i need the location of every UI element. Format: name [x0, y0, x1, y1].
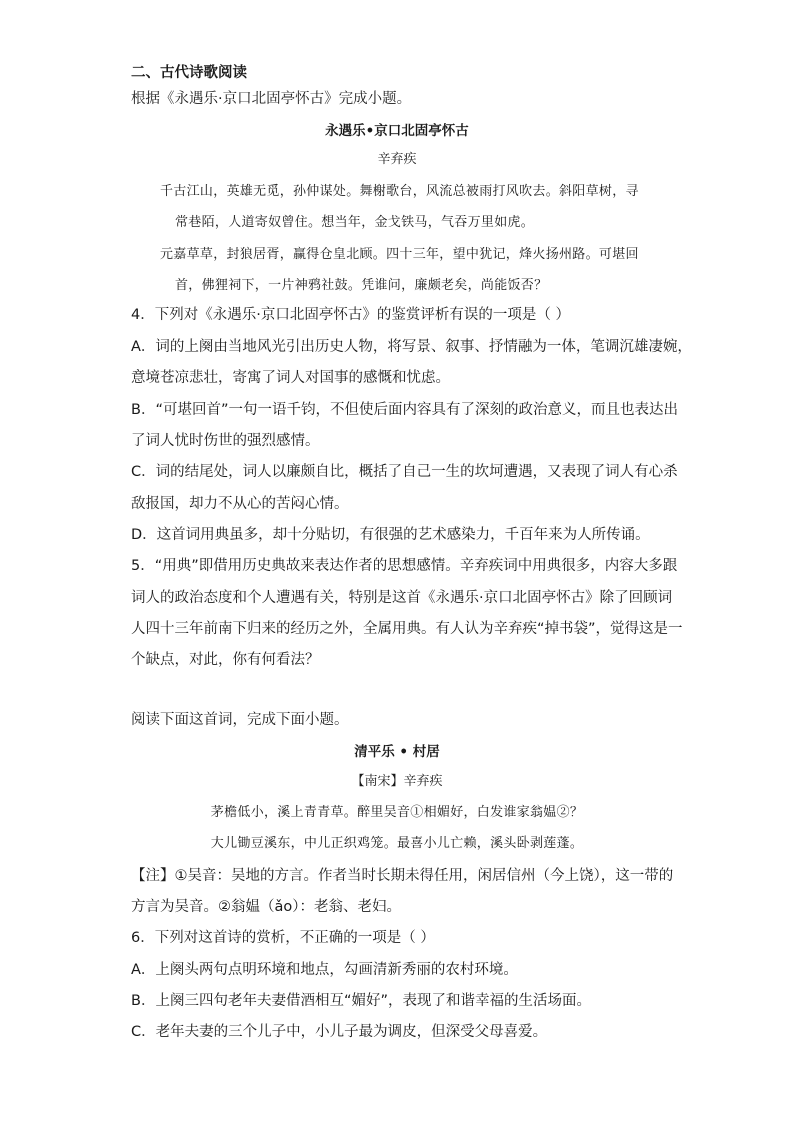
poem1-line: 千古江山，英雄无觅，孙仲谋处。舞榭歌台，风流总被雨打风吹去。斜阳草树，寻 — [160, 184, 639, 199]
question-4-option: D．这首词用典虽多，却十分贴切，有很强的艺术感染力，千百年来为人所传诵。 — [131, 527, 650, 543]
part1-intro: 根据《永遇乐·京口北固亭怀古》完成小题。 — [131, 91, 412, 107]
question-5-line: 5．“用典”即借用历史典故来表达作者的思想感情。辛弃疾词中用典很多，内容大多跟 — [131, 558, 678, 574]
note-line: 方言为吴音。②翁媪（ǎo）：老翁、老妇。 — [131, 899, 402, 915]
question-4-option: B．“可堪回首”一句一语千钧，不但使后面内容具有了深刻的政治意义，而且也表达出 — [131, 402, 678, 418]
question-4-stem: 4．下列对《永遇乐·京口北固亭怀古》的鉴赏评析有误的一项是（ ） — [131, 307, 570, 323]
question-6-option: B．上阕三四句老年夫妻借酒相互“媚好”，表现了和谐幸福的生活场面。 — [131, 993, 591, 1009]
poem2-line: 大儿锄豆溪东，中儿正织鸡笼。最喜小儿亡赖，溪头卧剥莲蓬。 — [210, 836, 584, 851]
question-6-option: A．上阕头两句点明环境和地点，勾画清新秀丽的农村环境。 — [131, 962, 518, 978]
question-5-line: 人四十三年前南下归来的经历之外，全属用典。有人认为辛弃疾“掉书袋”，觉得这是一 — [131, 621, 683, 637]
note-line: 【注】①吴音：吴地的方言。作者当时长期未得任用，闲居信州（今上饶），这一带的 — [131, 868, 674, 884]
question-4-option: 敌报国，却力不从心的苦闷心情。 — [131, 496, 349, 512]
question-4-option: 了词人忧时伤世的强烈感情。 — [131, 433, 320, 449]
poem2-author: 【南宋】辛弃疾 — [351, 774, 443, 789]
question-4-option: 意境苍凉悲壮，寄寓了词人对国事的感慨和忧虑。 — [131, 370, 450, 386]
question-5-line: 词人的政治态度和个人遭遇有关，特别是这首《永遇乐·京口北固亭怀古》除了回顾词 — [131, 590, 673, 606]
poem1-line: 首，佛狸祠下，一片神鸦社鼓。凭谁问，廉颇老矣，尚能饭否？ — [175, 278, 548, 293]
question-6-stem: 6．下列对这首诗的赏析，不正确的一项是（ ） — [131, 930, 435, 946]
poem1-author: 辛弃疾 — [377, 152, 417, 167]
question-4-option: A．词的上阕由当地风光引出历史人物，将写景、叙事、抒情融为一体，笔调沉雄凄婉， — [131, 339, 692, 355]
poem1-line: 元嘉草草，封狼居胥，赢得仓皇北顾。四十三年，望中犹记，烽火扬州路。可堪回 — [160, 247, 639, 262]
section-heading: 二、古代诗歌阅读 — [131, 65, 247, 81]
question-6-option: C．老年夫妻的三个儿子中，小儿子最为调皮，但深受父母喜爱。 — [131, 1024, 548, 1040]
question-4-option: C．词的结尾处，词人以廉颇自比，概括了自己一生的坎坷遭遇，又表现了词人有心杀 — [131, 464, 678, 480]
poem2-title: 清平乐 • 村居 — [354, 744, 440, 760]
question-5-line: 个缺点，对此，你有何看法？ — [131, 652, 320, 668]
part2-intro: 阅读下面这首词，完成下面小题。 — [131, 712, 349, 728]
poem1-line: 常巷陌，人道寄奴曾住。想当年，金戈铁马，气吞万里如虎。 — [175, 215, 535, 230]
poem2-line: 茅檐低小，溪上青青草。醉里吴音①相媚好，白发谁家翁媪②？ — [210, 805, 584, 820]
poem1-title: 永遇乐•京口北固亭怀古 — [325, 123, 469, 139]
